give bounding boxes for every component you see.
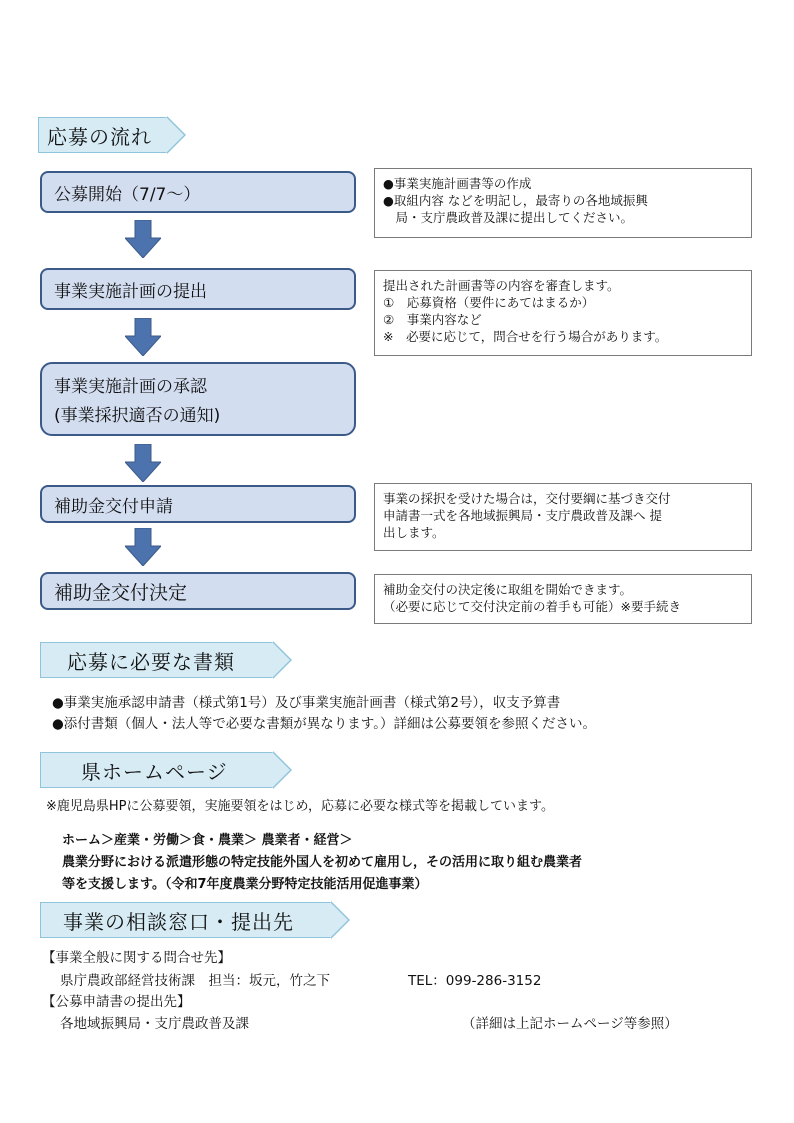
flow-step-grant-decision [40,572,356,610]
flow-step-title: 公募開始（7/7～） [54,184,201,205]
contact-submit-note: （詳細は上記ホームページ等参照） [462,1016,678,1032]
note-line: 補助金交付の決定後に取組を開始できます。 [383,582,633,597]
flow-note [374,270,752,356]
flow-step-title: 事業実施計画の提出 [54,281,207,302]
docs-item: ●事業実施承認申請書（様式第1号）及び事業実施計画書（様式第2号），収支予算書 [52,695,561,711]
down-arrow-icon [125,528,161,566]
section-heading-docs [40,642,274,678]
homepage-description: 農業分野における派遣形態の特定技能外国人を初めて雇用し，その活用に取り組む農業者 [62,855,583,870]
section-heading-contact [40,902,332,938]
flow-step-grant-application [40,485,356,523]
flow-step-plan-approval [40,362,356,436]
contact-general-heading: 【事業全般に関する問合せ先】 [42,950,231,966]
section-heading-flow-label: 応募の流れ [47,124,152,149]
note-line: ●取組内容 などを明記し，最寄りの各地域振興 [383,193,648,208]
homepage-path-link[interactable]: ホーム＞産業・労働＞食・農業＞ 農業者・経営＞ [62,833,353,848]
note-line: ② 事業内容など [383,312,482,327]
note-line: ① 応募資格（要件にあてはまるか） [383,295,595,310]
section-heading-contact-label: 事業の相談窓口・提出先 [63,909,294,934]
flow-step-title: 補助金交付申請 [54,496,173,517]
down-arrow-icon [125,318,161,356]
flow-note [374,483,752,551]
section-heading-homepage-label: 県ホームページ [81,759,228,784]
note-line: 提出された計画書等の内容を審査します。 [383,278,620,293]
note-line: 事業の採択を受けた場合は，交付要綱に基づき交付 [383,491,671,506]
note-line: ※ 必要に応じて，問合せを行う場合があります。 [383,329,668,344]
flow-step-title: 補助金交付決定 [54,581,188,604]
contact-submit-heading: 【公募申請書の提出先】 [42,994,191,1010]
flow-step-subtitle: (事業採択適否の通知) [54,406,221,426]
note-line: （必要に応じて交付決定前の着手も可能）※要手続き [383,599,681,614]
contact-submit-line: 各地域振興局・支庁農政普及課 [60,1016,249,1032]
flow-step-application-open [40,171,356,213]
note-line: 局・支庁農政普及課に提出してください。 [383,210,634,225]
docs-item: ●添付書類（個人・法人等で必要な書類が異なります。）詳細は公募要領を参照ください。 [52,716,596,732]
contact-general-line: 県庁農政部経営技術課 担当：坂元，竹之下 [60,973,330,989]
homepage-description: 等を支援します。（令和7年度農業分野特定技能活用促進事業） [62,877,428,892]
contact-tel: TEL：099-286-3152 [408,973,542,989]
note-line: ●事業実施計画書等の作成 [383,176,532,191]
flow-note [374,168,752,238]
note-line: 申請書一式を各地域振興局・支庁農政普及課へ 提 [383,508,662,523]
flow-note [374,574,752,624]
note-line: 出します。 [383,525,445,540]
down-arrow-icon [125,444,161,482]
section-heading-homepage [40,752,274,788]
section-heading-docs-label: 応募に必要な書類 [67,649,235,674]
flow-step-title: 事業実施計画の承認 [54,377,207,397]
down-arrow-icon [125,220,161,258]
section-heading-flow [38,117,168,153]
homepage-note: ※鹿児島県HPに公募要領，実施要領をはじめ，応募に必要な様式等を掲載しています。 [46,799,554,814]
flow-step-plan-submission [40,268,356,310]
